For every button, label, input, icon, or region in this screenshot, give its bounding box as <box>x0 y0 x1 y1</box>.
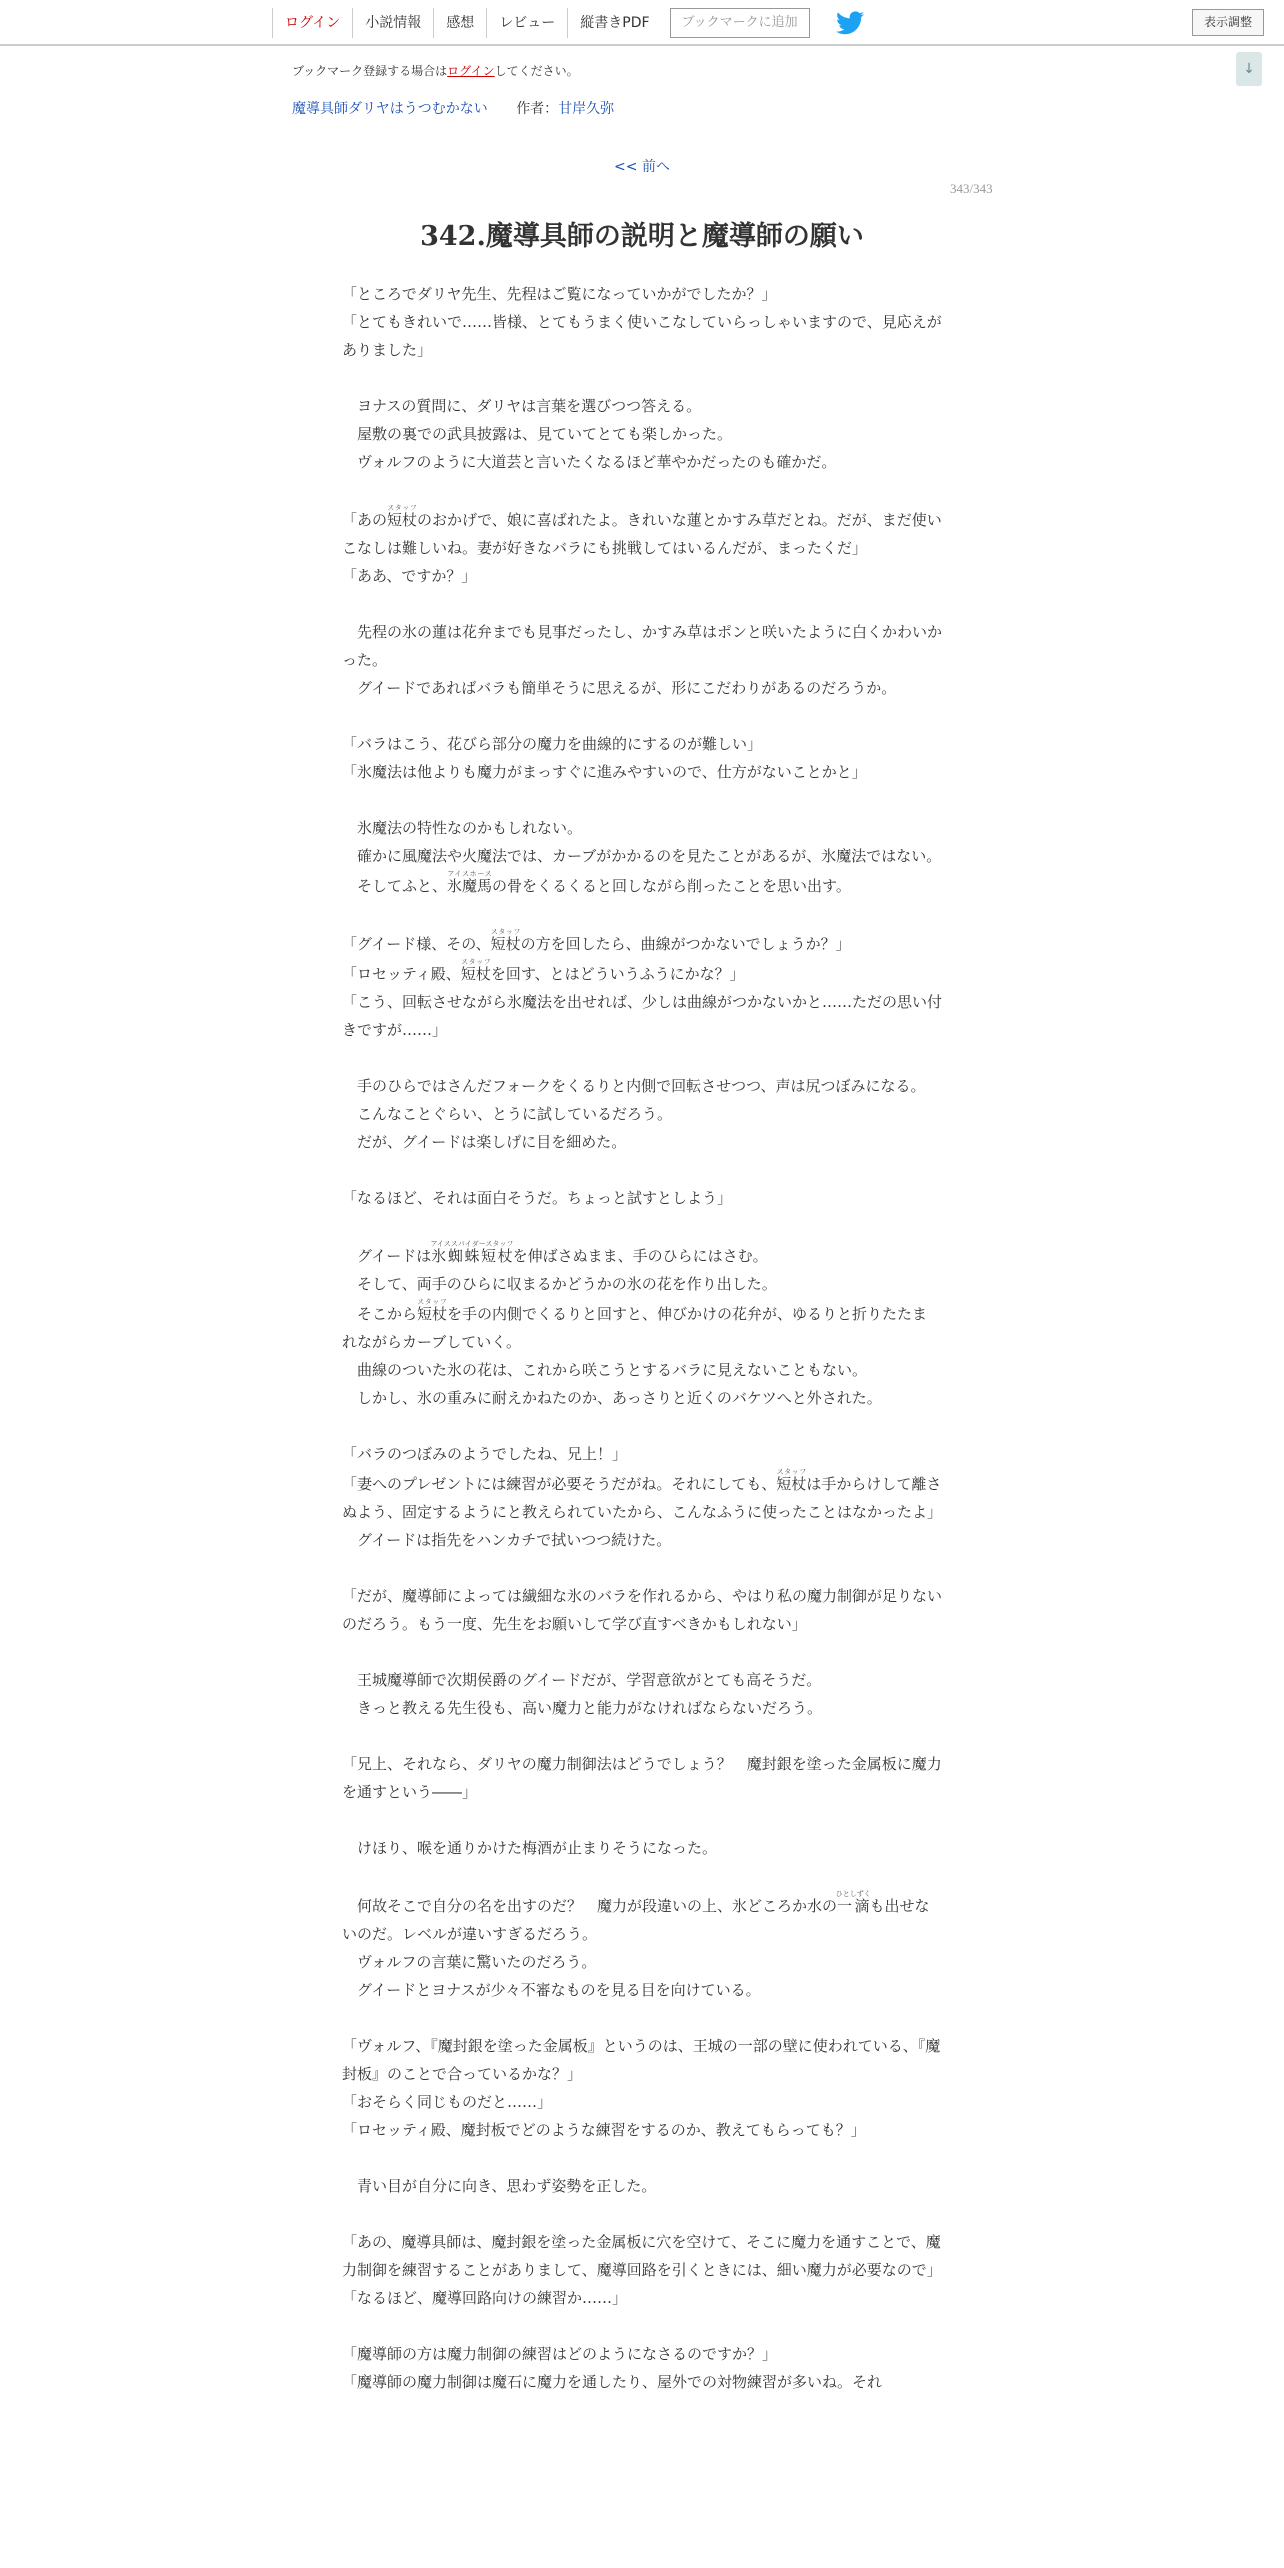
body-text: 「ロセッティ殿、 <box>342 965 461 983</box>
body-line: 「あの、魔導具師は、魔封銀を塗った金属板に穴を空けて、そこに魔力を通すことで、魔力制御を練習することがありまして、魔導回路を引くときには、細い魔力が必要なので」 <box>342 2233 942 2279</box>
body-line: 先程の氷の蓮は花弁までも見事だったし、かすみ草はポンと咲いたように白くかわいかった。 <box>342 623 943 669</box>
body-line: 「氷魔法は他よりも魔力がまっすぐに進みやすいので、仕方がないことかと」 <box>342 763 867 781</box>
body-line <box>342 1212 942 1240</box>
body-line: 「こう、回転させながら氷魔法を出せれば、少しは曲線がつかないかと……ただの思い付きですが……」 <box>342 993 943 1039</box>
body-line: こんなことぐらい、とうに試しているだろう。 <box>342 1105 673 1123</box>
ruby-base: 氷魔馬 <box>447 877 493 895</box>
body-line: グイードであればバラも簡単そうに思えるが、形にこだわりがあるのだろうか。 <box>342 679 897 697</box>
body-line <box>342 1722 942 1750</box>
ruby-base: 短杖 <box>490 935 521 953</box>
body-line: 王城魔導師で次期侯爵のグイードだが、学習意欲がとても高そうだ。 <box>342 1671 822 1689</box>
ruby-base: 一滴 <box>835 1897 871 1915</box>
bookmark-login-notice <box>292 62 579 79</box>
body-text: を手の内側でくるりと回すと、伸びかけの花弁が、ゆるりと折りたたまれながらカーブしていく。 <box>342 1305 928 1351</box>
ruby-reading: ひとしずく <box>835 1890 871 1898</box>
arrow-down-icon: ↓ <box>1243 61 1255 77</box>
body-text: のおかげで、娘に喜ばれたよ。きれいな蓮とかすみ草だとね。だが、まだ使いこなしは難しいね。妻が好きなバラにも挑戦してはいるんだが、まったくだ」 <box>342 511 942 557</box>
body-text: 何故そこで自分の名を出すのだ？ 魔力が段違いの上、氷どころか水の <box>342 1897 838 1915</box>
body-line: グイードは指先をハンカチで拭いつつ続けた。 <box>342 1531 672 1549</box>
body-line: ヴォルフの言葉に驚いたのだろう。 <box>342 1953 597 1971</box>
body-line <box>342 590 942 618</box>
body-line: 氷魔法の特性なのかもしれない。 <box>342 819 583 837</box>
ruby-base: 短杖 <box>460 965 491 983</box>
ruby-base: 短杖 <box>417 1305 448 1323</box>
body-line: 「バラはこう、花びら部分の魔力を曲線的にするのが難しい」 <box>342 735 763 753</box>
ruby-word <box>447 870 493 895</box>
ruby-reading: スタッフ <box>460 958 491 966</box>
scroll-down-button[interactable] <box>1236 52 1262 86</box>
body-line: けほり、喉を通りかけた梅酒が止まりそうになった。 <box>342 1839 718 1857</box>
body-line <box>342 1890 942 1948</box>
body-line <box>342 1298 942 1356</box>
ruby-reading: アイススパイダースタッフ <box>430 1240 514 1248</box>
body-line: 「なるほど、魔導回路向けの練習か……」 <box>342 2289 628 2307</box>
body-line: 青い目が自分に向き、思わず姿勢を正した。 <box>342 2177 657 2195</box>
series-title-link[interactable]: 魔導具師ダリヤはうつむかない <box>292 101 488 117</box>
twitter-bird-icon[interactable] <box>836 11 864 35</box>
body-line: 「なるほど、それは面白そうだ。ちょっと試すとしよう」 <box>342 1189 733 1207</box>
body-line <box>342 900 942 928</box>
body-line <box>342 958 942 988</box>
body-line <box>342 476 942 504</box>
body-line: 「ところでダリヤ先生、先程はご覧になっていかがでしたか？」 <box>342 285 777 303</box>
novel-info-link[interactable]: 小説情報 <box>352 8 433 38</box>
ruby-word <box>776 1468 807 1493</box>
login-link[interactable]: ログイン <box>272 8 352 38</box>
body-line: 「ロセッティ殿、魔封板でどのような練習をするのか、教えてもらっても？」 <box>342 2121 866 2139</box>
body-line: しかし、氷の重みに耐えかねたのか、あっさりと近くのバケツへと外された。 <box>342 1389 882 1407</box>
body-line: きっと教える先生役も、高い魔力と能力がなければならないだろう。 <box>342 1699 823 1717</box>
top-nav-bar <box>0 0 1284 46</box>
body-line: 手のひらではさんだフォークをくるりと内側で回転させつつ、声は尻つぼみになる。 <box>342 1077 926 1095</box>
body-line: 屋敷の裏での武具披露は、見ていてとても楽しかった。 <box>342 425 733 443</box>
body-line: 「おそらく同じものだと……」 <box>342 2093 553 2111</box>
ruby-word <box>460 958 491 983</box>
ruby-base: 氷蜘蛛短杖 <box>430 1247 514 1265</box>
body-line <box>342 2144 942 2172</box>
ruby-reading: スタッフ <box>490 928 521 936</box>
body-line: そして、両手のひらに収まるかどうかの氷の花を作り出した。 <box>342 1275 777 1293</box>
body-line <box>342 1156 942 1184</box>
body-line <box>342 1862 942 1890</box>
impressions-link[interactable]: 感想 <box>433 8 486 38</box>
ruby-reading: スタッフ <box>776 1468 807 1476</box>
body-text: も出せないのだ。レベルが違いすぎるだろう。 <box>342 1897 930 1943</box>
body-line: 曲線のついた氷の花は、これから咲こうとするバラに見えないこともない。 <box>342 1361 868 1379</box>
author-link[interactable]: 甘岸久弥 <box>558 101 615 117</box>
body-line: 「ヴォルフ、『魔封銀を塗った金属板』というのは、王城の一部の壁に使われている、『魔封板』のことで合っているかな？」 <box>342 2037 941 2083</box>
ruby-word <box>417 1298 448 1323</box>
body-line <box>342 1468 942 1526</box>
notice-text-before: ブックマーク登録する場合は <box>292 64 448 78</box>
body-line <box>342 870 942 900</box>
body-line <box>342 1412 942 1440</box>
body-line: 「魔導師の魔力制御は魔石に魔力を通したり、屋外での対物練習が多いね。それ <box>342 2373 883 2391</box>
body-line: 「ああ、ですか？」 <box>342 567 477 585</box>
body-line: ヴォルフのように大道芸と言いたくなるほど華やかだったのも確かだ。 <box>342 453 837 471</box>
body-line <box>342 2396 942 2424</box>
ruby-reading: アイスホース <box>447 870 493 878</box>
body-line <box>342 702 942 730</box>
prev-nav <box>0 156 1284 176</box>
body-line <box>342 2200 942 2228</box>
body-line <box>342 2004 942 2032</box>
ruby-word <box>490 928 521 953</box>
body-text: は手からけして離さぬよう、固定するようにと教えられていたから、こんなふうに使ったことはなかったよ」 <box>342 1475 943 1521</box>
body-line <box>342 1806 942 1834</box>
ruby-base: 短杖 <box>776 1475 807 1493</box>
main-nav <box>272 0 864 46</box>
body-line: だが、グイードは楽しげに目を細めた。 <box>342 1133 627 1151</box>
body-line: 「兄上、それなら、ダリヤの魔力制御法はどうでしょう？ 魔封銀を塗った金属板に魔力を通すという――」 <box>342 1755 942 1801</box>
prev-page-link[interactable]: << 前へ <box>614 159 670 175</box>
notice-login-link[interactable]: ログイン <box>447 64 495 78</box>
ruby-word <box>430 1240 514 1265</box>
ruby-reading: スタッフ <box>387 504 418 512</box>
body-text: の骨をくるくると回しながら削ったことを思い出す。 <box>492 877 851 895</box>
ruby-base: 短杖 <box>387 511 418 529</box>
novel-meta <box>292 98 614 118</box>
body-line: 「とてもきれいで……皆様、とてもうまく使いこなしていらっしゃいますので、見応えがありました」 <box>342 313 942 359</box>
body-line: ヨナスの質問に、ダリヤは言葉を選びつつ答える。 <box>342 397 702 415</box>
ruby-word <box>835 1890 871 1915</box>
body-text: 「あの <box>342 511 388 529</box>
body-text: 「妻へのプレゼントには練習が必要そうだがね。それにしても、 <box>342 1475 777 1493</box>
ruby-word <box>387 504 418 529</box>
body-line: グイードとヨナスが少々不審なものを見る目を向けている。 <box>342 1981 761 1999</box>
body-line <box>342 1638 942 1666</box>
body-line <box>342 1554 942 1582</box>
body-line <box>342 2312 942 2340</box>
body-line: 「バラのつぼみのようでしたね、兄上！」 <box>342 1445 628 1463</box>
ruby-reading: スタッフ <box>417 1298 448 1306</box>
body-line <box>342 1240 942 1270</box>
vertical-pdf-link[interactable]: 縦書きPDF <box>567 8 661 38</box>
body-text: そしてふと、 <box>342 877 448 895</box>
body-text: の方を回したら、曲線がつかないでしょうか？」 <box>520 935 851 953</box>
body-text: を回す、とはどういうふうにかな？」 <box>490 965 745 983</box>
chapter-title: 342.魔導具師の説明と魔導師の願い <box>420 221 864 252</box>
body-line: 確かに風魔法や火魔法では、カーブがかかるのを見たことがあるが、氷魔法ではない。 <box>342 847 942 865</box>
display-settings-button[interactable]: 表示調整 <box>1192 9 1264 36</box>
body-line <box>342 1044 942 1072</box>
body-line <box>342 364 942 392</box>
body-line: 「だが、魔導師によっては繊細な氷のバラを作れるから、やはり私の魔力制御が足りないのだろう。もう一度、先生をお願いして学び直すべきかもしれない」 <box>342 1587 943 1633</box>
add-bookmark-button[interactable]: ブックマークに追加 <box>670 8 810 38</box>
chapter-body <box>342 280 942 2424</box>
body-line: 「魔導師の方は魔力制御の練習はどのようになさるのですか？」 <box>342 2345 778 2363</box>
body-text: グイードは <box>342 1247 432 1265</box>
body-line <box>342 928 942 958</box>
body-text: 「グイード様、その、 <box>342 935 491 953</box>
body-text: を伸ばさぬまま、手のひらにはさむ。 <box>512 1247 768 1265</box>
author-label: 作者： <box>516 101 559 117</box>
body-line <box>342 786 942 814</box>
page-number: 343/343 <box>950 181 993 196</box>
body-text: そこから <box>342 1305 418 1323</box>
review-link[interactable]: レビュー <box>486 8 567 38</box>
body-line <box>342 504 942 562</box>
notice-text-after: してください。 <box>494 64 579 78</box>
